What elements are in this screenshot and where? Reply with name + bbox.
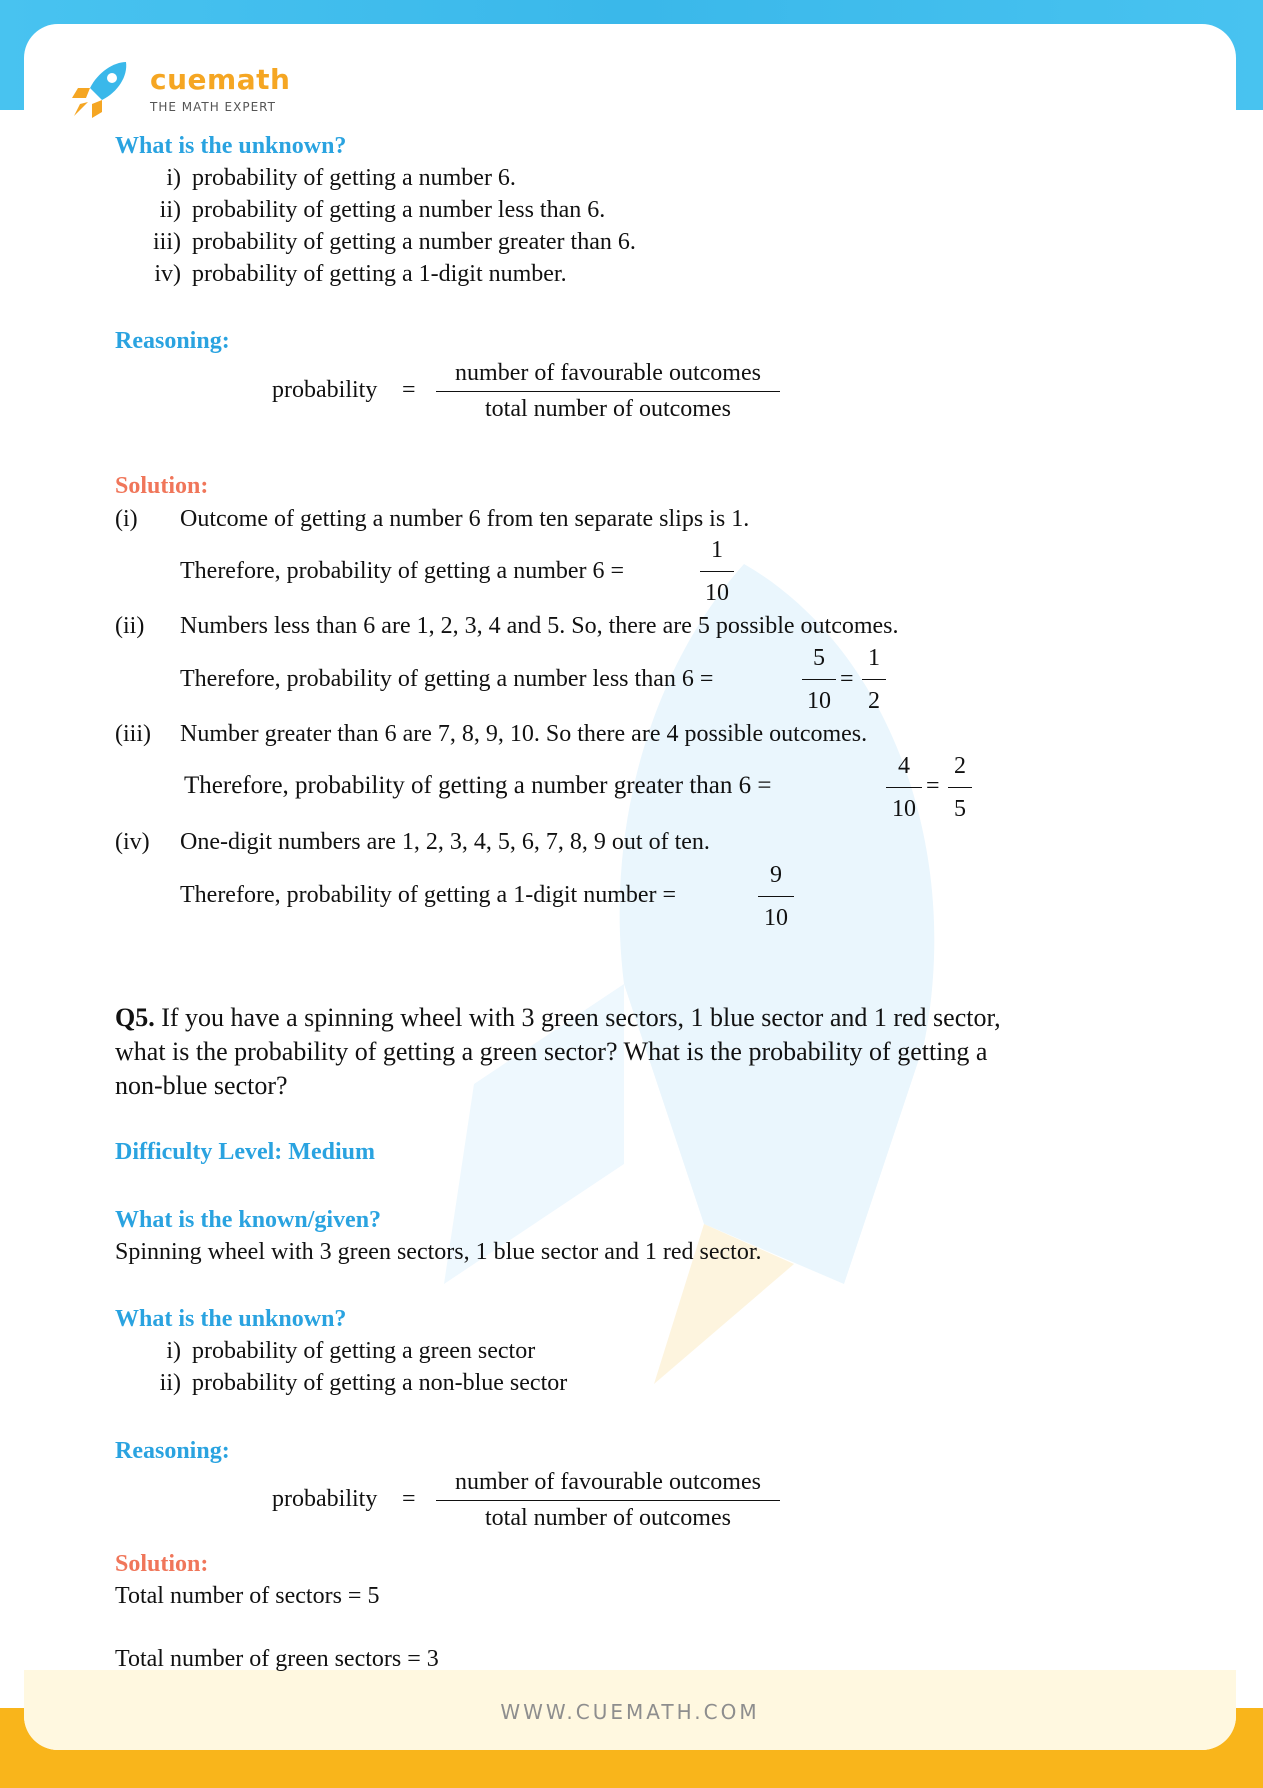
fraction (802, 643, 836, 716)
formula-equals: = (402, 1486, 416, 1512)
fraction-numerator: 9 (758, 860, 794, 897)
solution-number: (ii) (115, 613, 145, 639)
reasoning-heading: Reasoning: (115, 1438, 230, 1464)
fraction (862, 643, 886, 716)
list-item: probability of getting a green sector (192, 1338, 536, 1364)
solution-text: Therefore, probability of getting a 1-digit number = (180, 882, 677, 908)
question-label: Q5. (115, 1003, 155, 1032)
list-number: iii) (153, 229, 181, 255)
fraction-denominator: 10 (807, 688, 831, 714)
list-number: ii) (159, 1370, 181, 1396)
fraction-numerator: 2 (948, 751, 972, 788)
list-item: probability of getting a 1-digit number. (192, 261, 567, 287)
list-number: i) (166, 165, 181, 191)
solution-number: (iii) (115, 721, 151, 747)
fraction-denominator: 10 (764, 905, 788, 931)
fraction (758, 860, 794, 933)
solution-heading: Solution: (115, 473, 209, 499)
fraction (700, 535, 734, 608)
solution-text: Therefore, probability of getting a number 6 = (180, 558, 625, 584)
solution-number: (iv) (115, 829, 150, 855)
solution-number: (i) (115, 506, 138, 532)
question-text: If you have a spinning wheel with 3 green sectors, 1 blue sector and 1 red sector, (154, 1003, 1001, 1032)
formula-lhs: probability (272, 377, 378, 403)
fraction-numerator: 1 (862, 643, 886, 680)
fraction-denominator: total number of outcomes (485, 1505, 731, 1531)
fraction-denominator: 10 (892, 796, 916, 822)
formula-equals: = (402, 377, 416, 403)
fraction-numerator: 1 (700, 535, 734, 572)
list-number: i) (166, 1338, 181, 1364)
fraction (948, 751, 972, 824)
solution-text: Total number of green sectors = 3 (115, 1646, 439, 1672)
fraction-denominator: 5 (954, 796, 966, 822)
reasoning-heading: Reasoning: (115, 328, 230, 354)
brand-tagline: THE MATH EXPERT (150, 100, 276, 114)
unknown-heading: What is the unknown? (115, 1306, 347, 1332)
footer-url[interactable]: WWW.CUEMATH.COM (500, 1700, 760, 1724)
brand-name: cuemath (150, 63, 291, 96)
fraction (886, 751, 922, 824)
solution-heading: Solution: (115, 1551, 209, 1577)
fraction-denominator: total number of outcomes (485, 396, 731, 422)
list-item: probability of getting a non-blue sector (192, 1370, 568, 1396)
question-text: what is the probability of getting a green sector? What is the probability of getting a (115, 1037, 988, 1066)
question-text: non-blue sector? (115, 1071, 288, 1100)
known-text: Spinning wheel with 3 green sectors, 1 blue sector and 1 red sector. (115, 1239, 762, 1265)
list-item: probability of getting a number greater than 6. (192, 229, 636, 255)
formula-lhs: probability (272, 1486, 378, 1512)
fraction-numerator: 5 (802, 643, 836, 680)
solution-text: Therefore, probability of getting a number greater than 6 = (184, 772, 772, 799)
list-number: iv) (154, 261, 181, 287)
unknown-heading: What is the unknown? (115, 133, 347, 159)
equals-sign: = (926, 773, 940, 799)
fraction-denominator: 10 (705, 580, 729, 606)
solution-text: Therefore, probability of getting a number less than 6 = (180, 666, 714, 692)
formula-fraction (436, 358, 780, 424)
solution-text: Outcome of getting a number 6 from ten separate slips is 1. (180, 506, 750, 532)
solution-text: Number greater than 6 are 7, 8, 9, 10. So there are 4 possible outcomes. (180, 721, 868, 747)
list-item: probability of getting a number less than 6. (192, 197, 606, 223)
fraction-numerator: number of favourable outcomes (436, 358, 780, 392)
known-heading: What is the known/given? (115, 1207, 382, 1233)
difficulty-level: Difficulty Level: Medium (115, 1139, 375, 1165)
list-number: ii) (159, 197, 181, 223)
fraction-numerator: number of favourable outcomes (436, 1467, 780, 1501)
fraction-denominator: 2 (868, 688, 880, 714)
solution-text: Total number of sectors = 5 (115, 1583, 380, 1609)
equals-sign: = (840, 666, 854, 692)
solution-text: Numbers less than 6 are 1, 2, 3, 4 and 5. So, there are 5 possible outcomes. (180, 613, 899, 639)
fraction-numerator: 4 (886, 751, 922, 788)
question-line (115, 1001, 1001, 1035)
solution-text: One-digit numbers are 1, 2, 3, 4, 5, 6, 7, 8, 9 out of ten. (180, 829, 710, 855)
formula-fraction (436, 1467, 780, 1533)
list-item: probability of getting a number 6. (192, 165, 516, 191)
